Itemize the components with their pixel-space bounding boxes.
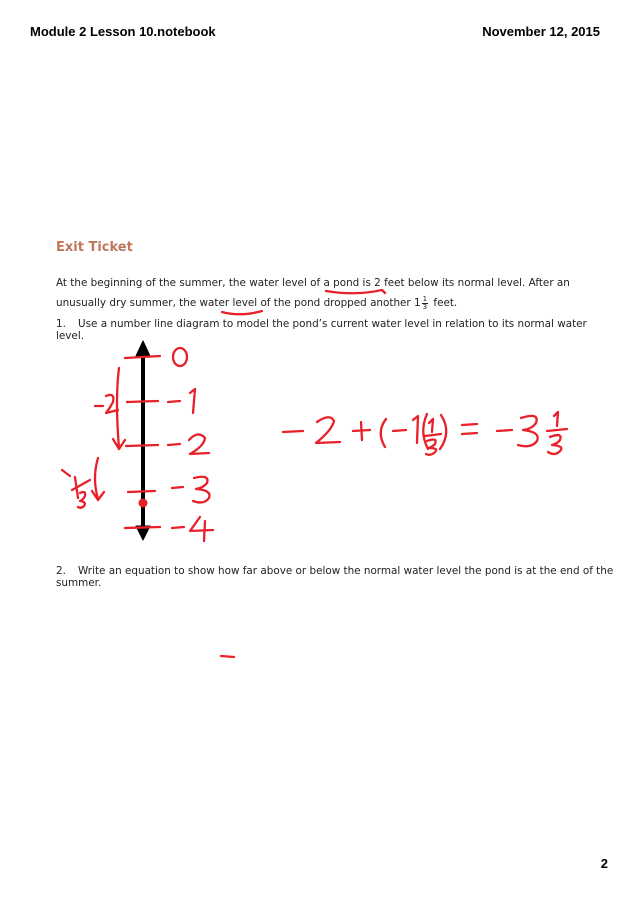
para-text-2: its normal level. After an unusually dry summer, the water level of the pond	[56, 277, 570, 309]
exit-ticket-title: Exit Ticket	[56, 240, 133, 255]
fraction-numerator: 1	[422, 294, 428, 303]
question-2-stray-mark	[221, 656, 234, 657]
fraction-denominator: 3	[422, 302, 428, 311]
number-line	[136, 341, 150, 540]
jump-arrow-neg-2	[95, 368, 125, 449]
question-1-text: Use a number line diagram to model the pond’s current water level in relation to its normal water level.	[56, 318, 587, 342]
question-2-number: 2.	[56, 565, 66, 577]
label-0	[173, 348, 187, 366]
question-1-number: 1.	[56, 318, 66, 330]
label-neg-1	[168, 389, 195, 413]
mixed-number-whole: 1	[414, 297, 421, 309]
notebook-date: November 12, 2015	[482, 24, 600, 39]
current-level-dot	[139, 499, 148, 508]
jump-arrow-neg-1-third	[62, 458, 104, 508]
underline-2-feet-below	[326, 290, 385, 293]
label-neg-4	[172, 517, 213, 541]
para-underlined-2: dropped	[323, 297, 367, 309]
page-number: 2	[600, 856, 608, 871]
question-2-text: Write an equation to show how far above or below the normal water level the pond is at the end of the summer.	[56, 565, 614, 589]
handwritten-equation	[283, 412, 567, 455]
para-text-4: feet.	[430, 297, 458, 309]
label-neg-2	[168, 434, 209, 454]
para-text-3: another	[366, 297, 415, 309]
para-text-1: At the beginning of the summer, the water level of a pond is	[56, 277, 375, 289]
underline-dropped	[222, 311, 262, 314]
notebook-title: Module 2 Lesson 10.notebook	[30, 24, 216, 39]
label-neg-3	[172, 477, 209, 503]
para-underlined-1: 2 feet below	[374, 277, 439, 289]
